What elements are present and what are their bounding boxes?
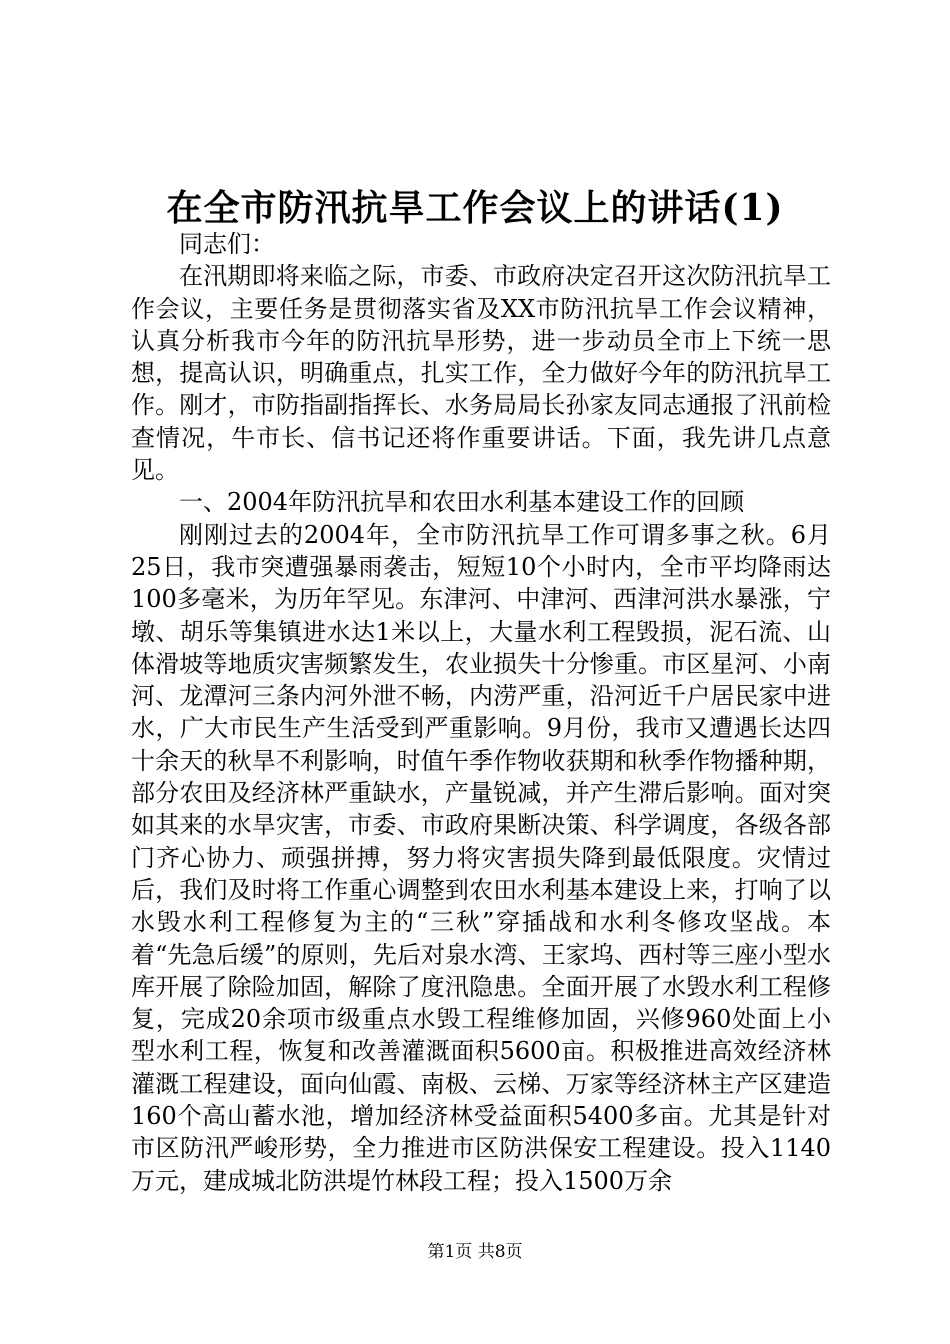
document-title: 在全市防汛抗旱工作会议上的讲话(1) — [166, 187, 784, 229]
paragraph-review: 刚刚过去的2004年，全市防汛抗旱工作可谓多事之秋。6月25日，我市突遭强暴雨袭击，短短10个小时内，全市平均降雨达100多毫米，为历年罕见。东津河、中津河、西津河洪水暴涨，宁墩、胡乐等集镇进水达1米以上，大量水利工程毁损，泥石流、山体滑坡等地质灾害频繁发生，农业损失十分惨重。市区星河、小南河、龙潭河三条内河外泄不畅，内涝严重，沿河近千户居民家中进水，广大市民生产生活受到严重影响。9月份，我市又遭遇长达四十余天的秋旱不利影响，时值午季作物收获期和秋季作物播种期，部分农田及经济林严重缺水，产量锐减，并产生滞后影响。面对突如其来的水旱灾害，市委、市政府果断决策、科学调度，各级各部门齐心协力、顽强拼搏，努力将灾害损失降到最低限度。灾情过后，我们及时将工作重心调整到农田水利基本建设上来，打响了以水毁水利工程修复为主的“三秋”穿插战和水利冬修攻坚战。本着“先急后缓”的原则，先后对泉水湾、王家坞、西村等三座小型水库开展了除险加固，解除了度汛隐患。全面开展了水毁水利工程修复，完成20余项市级重点水毁工程维修加固，兴修960处面上小型水利工程，恢复和改善灌溉面积5600亩。积极推进高效经济林灌溉工程建设，面向仙霞、南极、云梯、万家等经济林主产区建造160个高山蓄水池，增加经济林受益面积5400多亩。尤其是针对市区防汛严峻形势，全力推进市区防洪保安工程建设。投入1140万元，建成城北防洪堤竹林段工程；投入1500万余 — [131, 520, 831, 1195]
salutation: 同志们： — [179, 230, 275, 258]
page-footer: 第1页 共8页 — [427, 1242, 523, 1262]
document-body — [131, 228, 831, 1197]
paragraph-intro: 在汛期即将来临之际，市委、市政府决定召开这次防汛抗旱工作会议，主要任务是贯彻落实省及XX市防汛抗旱工作会议精神，认真分析我市今年的防汛抗旱形势，进一步动员全市上下统一思想，提高认识，明确重点，扎实工作，全力做好今年的防汛抗旱工作。刚才，市防指副指挥长、水务局局长孙家友同志通报了汛前检查情况，牛市长、信书记还将作重要讲话。下面，我先讲几点意见。 — [131, 262, 831, 485]
section-heading: 一、2004年防汛抗旱和农田水利基本建设工作的回顾 — [179, 488, 745, 517]
